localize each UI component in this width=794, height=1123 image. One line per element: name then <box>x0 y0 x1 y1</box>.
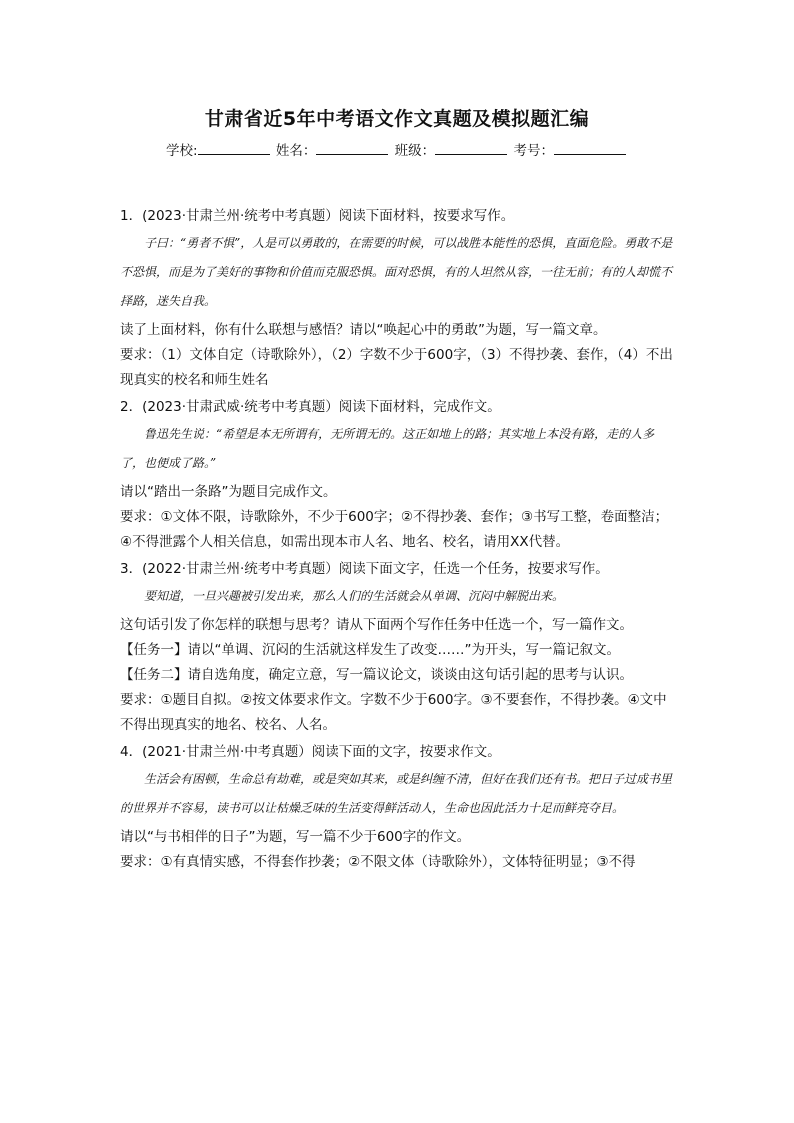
question-prompt: 这句话引发了你怎样的联想与思考？请从下面两个写作任务中任选一个，写一篇作文。 <box>120 617 633 633</box>
student-info-line <box>0 139 794 159</box>
question-header: 1．(2023·甘肃兰州·统考中考真题）阅读下面材料，按要求写作。 <box>120 208 515 224</box>
question-requirements: 要求：①文体不限，诗歌除外，不少于600字；②不得抄袭、套作；③书写工整，卷面整洁；④不得泄露个人相关信息，如需出现本市人名、地名、校名，请用XX代替。 <box>120 509 669 550</box>
name-blank <box>316 140 388 155</box>
question-requirements: 要求：①有真情实感，不得套作抄袭；②不限文体（诗歌除外），文体特征明显；③不得 <box>120 854 636 870</box>
question-material: 生活会有困顿，生命总有劫难，或是突如其来，或是纠缠不清，但好在我们还有书。把日子过成书里的世界并不容易，读书可以让枯燥乏味的生活变得鲜活动人，生命也因此活力十足而鲜亮夺目。 <box>120 772 673 815</box>
school-blank <box>198 140 270 155</box>
exam-number-label: 考号： <box>513 143 554 159</box>
questions-list <box>120 204 678 875</box>
question-task-1: 【任务一】请以“单调、沉闷的生活就这样发生了改变……”为开头，写一篇记叙文。 <box>120 642 620 658</box>
class-label: 班级： <box>394 143 436 159</box>
question-material: 鲁迅先生说：“希望是本无所谓有，无所谓无的。这正如地上的路；其实地上本没有路，走的人多了，也便成了路。” <box>120 427 655 470</box>
name-label: 姓名： <box>275 143 317 159</box>
question-4 <box>120 740 678 875</box>
question-1 <box>120 204 678 393</box>
class-blank <box>435 140 507 155</box>
question-prompt: 请以“与书相伴的日子”为题，写一篇不少于600字的作文。 <box>120 829 471 845</box>
page-title: 甘肃省近5年中考语文作文真题及模拟题汇编 <box>204 108 590 130</box>
question-prompt: 读了上面材料，你有什么联想与感悟？请以“唤起心中的勇敢”为题，写一篇文章。 <box>120 322 607 338</box>
question-2 <box>120 395 678 555</box>
question-task-2: 【任务二】请自选角度，确定立意，写一篇议论文，谈谈由这句话引起的思考与认识。 <box>120 667 633 683</box>
exam-number-blank <box>554 140 626 155</box>
question-3 <box>120 557 678 738</box>
question-requirements: 要求：①题目自拟。②按文体要求作文。字数不少于600字。③不要套作，不得抄袭。④文中不得出现真实的地名、校名、人名。 <box>120 692 667 733</box>
question-requirements: 要求：（1）文体自定（诗歌除外），（2）字数不少于600字，（3）不得抄袭、套作，（4）不出现真实的校名和师生姓名 <box>120 347 673 388</box>
question-header: 4．(2021·甘肃兰州·中考真题）阅读下面的文字，按要求作文。 <box>120 744 501 760</box>
question-material: 子曰：“勇者不惧”，人是可以勇敢的，在需要的时候，可以战胜本能性的恐惧，直面危险。勇敢不是不恐惧，而是为了美好的事物和价值而克服恐惧。面对恐惧，有的人坦然从容，一往无前；有的人却慌不择路，迷失自我。 <box>120 236 673 308</box>
school-label: 学校: <box>166 143 198 159</box>
question-prompt: 请以“踏出一条路”为题目完成作文。 <box>120 484 337 500</box>
question-header: 2．(2023·甘肃武威·统考中考真题）阅读下面材料，完成作文。 <box>120 399 501 415</box>
question-material: 要知道，一旦兴趣被引发出来，那么人们的生活就会从单调、沉闷中解脱出来。 <box>144 589 565 603</box>
question-header: 3．(2022·甘肃兰州·统考中考真题）阅读下面文字，任选一个任务，按要求写作。 <box>120 561 609 577</box>
